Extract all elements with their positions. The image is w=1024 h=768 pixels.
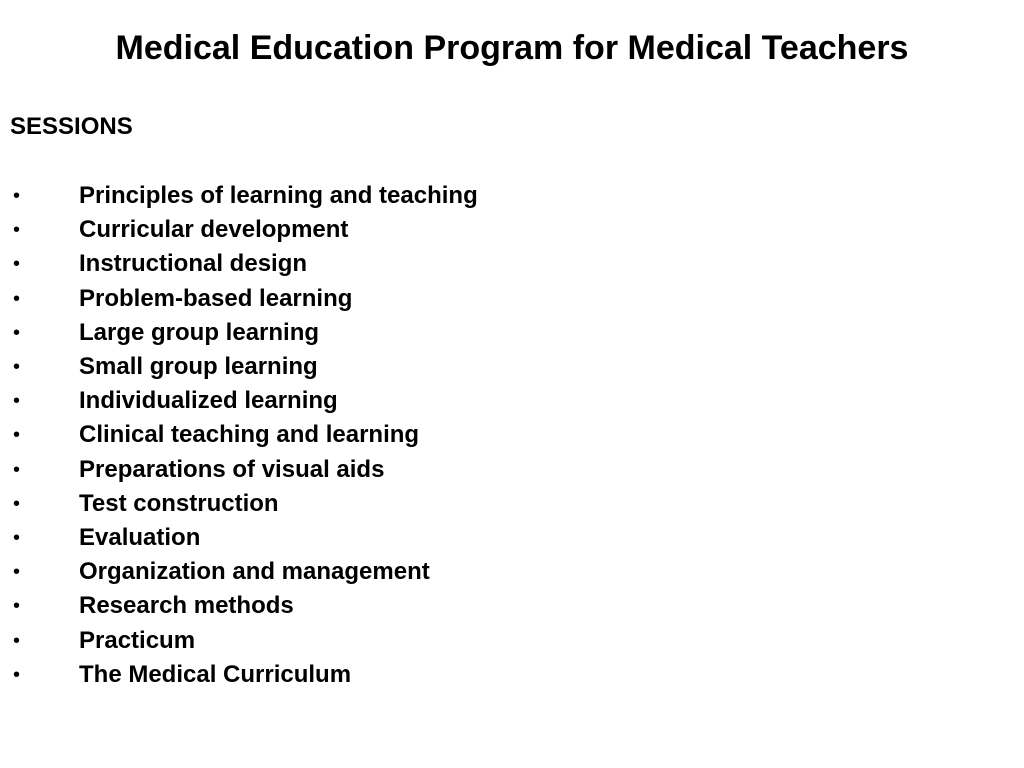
list-item <box>0 316 478 350</box>
bullet-icon: • <box>13 492 21 515</box>
session-label: Clinical teaching and learning <box>79 421 420 449</box>
list-item <box>0 623 478 657</box>
session-label: Test construction <box>79 489 279 517</box>
bullet-icon: • <box>13 458 21 481</box>
session-label: Principles of learning and teaching <box>79 182 478 210</box>
list-item <box>0 555 478 589</box>
bullet-icon: • <box>13 629 21 652</box>
bullet-icon: • <box>13 356 21 379</box>
list-item <box>0 282 478 316</box>
bullet-icon: • <box>13 595 21 618</box>
sessions-list <box>0 179 478 692</box>
list-item <box>0 487 478 521</box>
list-item <box>0 589 478 623</box>
list-item <box>0 453 478 487</box>
bullet-icon: • <box>13 219 21 242</box>
list-item <box>0 658 478 692</box>
bullet-icon: • <box>13 561 21 584</box>
session-label: Instructional design <box>79 250 308 278</box>
bullet-icon: • <box>13 321 21 344</box>
session-label: Preparations of visual aids <box>79 455 385 483</box>
session-label: The Medical Curriculum <box>79 660 352 688</box>
bullet-icon: • <box>13 424 21 447</box>
bullet-icon: • <box>13 287 21 310</box>
list-item <box>0 350 478 384</box>
session-label: Small group learning <box>79 353 318 381</box>
bullet-icon: • <box>13 663 21 686</box>
session-label: Evaluation <box>79 523 201 551</box>
session-label: Individualized learning <box>79 387 338 415</box>
session-label: Curricular development <box>79 216 349 244</box>
bullet-icon: • <box>13 390 21 413</box>
list-item <box>0 213 478 247</box>
bullet-icon: • <box>13 253 21 276</box>
list-item <box>0 247 478 281</box>
session-label: Research methods <box>79 592 294 620</box>
list-item <box>0 384 478 418</box>
list-item <box>0 418 478 452</box>
bullet-icon: • <box>13 526 21 549</box>
slide-title: Medical Education Program for Medical Teachers <box>115 29 909 67</box>
session-label: Large group learning <box>79 318 320 346</box>
list-item <box>0 521 478 555</box>
session-label: Organization and management <box>79 558 430 586</box>
session-label: Problem-based learning <box>79 284 353 312</box>
sessions-heading: SESSIONS <box>10 113 133 140</box>
bullet-icon: • <box>13 185 21 208</box>
list-item <box>0 179 478 213</box>
session-label: Practicum <box>79 626 196 654</box>
